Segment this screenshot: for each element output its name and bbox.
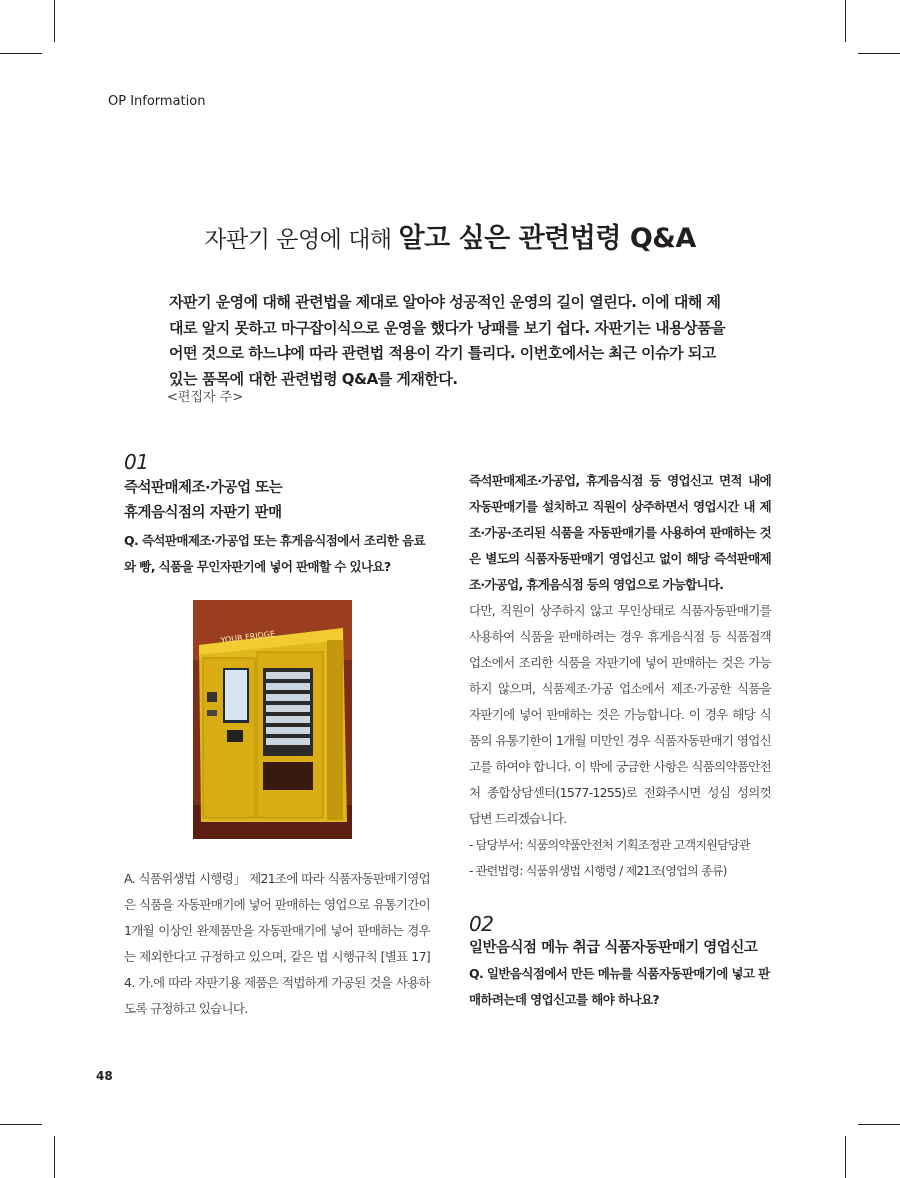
title-light: 자판기 운영에 대해 [204,227,399,253]
crop-mark [858,1124,900,1125]
section-label: OP Information [108,94,206,109]
crop-mark [845,1136,846,1178]
vending-machine-photo [193,600,352,839]
crop-mark [0,53,42,54]
crop-mark [54,0,55,42]
left-column [124,450,430,580]
qa1-department: - 담당부서: 식품의약품안전처 기획조정관 고객지원담당관 [469,838,750,852]
photo-sign: YOUR FRIDGE [220,629,276,645]
crop-mark [858,53,900,54]
qa1-heading-line1: 즉석판매제조·가공업 또는 [124,480,283,496]
qa2-heading: 일반음식점 메뉴 취급 식품자동판매기 영업신고 [469,940,758,956]
page-title [0,216,900,255]
page-number: 48 [96,1069,113,1083]
qa1-answer: A. 식품위생법 시행령」 제21조에 따라 식품자동판매기영업은 식품을 자동판매기에 넣어 판매하는 영업으로 유통기간이 1개월 이상인 완제품만을 자동판매기에 넣어 판매하는 경우는 제외한다고 규정하고 있으며, 같은 법 시행규칙 [별표 17] 4. 가.에 따라 자판기용 제품은 적법하게 가공된 것을 사용하도록 규정하고 있습니다. [124,871,430,1016]
qa1-answer-left [124,866,430,1022]
crop-mark [845,0,846,42]
right-column [469,468,771,1013]
crop-mark [0,1124,42,1125]
qa1-heading-line2: 휴게음식점의 자판기 판매 [124,505,282,521]
qa1-answer-bold: 즉석판매제조·가공업, 휴게음식점 등 영업신고 면적 내에 자동판매기를 설치하고 직원이 상주하면서 영업시간 내 제조·가공·조리된 식품을 자동판매기를 사용하여 판매하는 것은 별도의 식품자동판매기 영업신고 없이 해당 즉석판매제조·가공업, 휴게음식점 등의 영업으로 가능합니다. [469,473,771,592]
qa2-question: Q. 일반음식점에서 만든 메뉴를 식품자동판매기에 넣고 판매하려는데 영업신고를 해야 하나요? [469,966,770,1007]
qa1-related-law: - 관련법령: 식품위생법 시행령 / 제21조(영업의 종류) [469,864,727,878]
intro-paragraph: 자판기 운영에 대해 관련법을 제대로 알아야 성공적인 운영의 길이 열린다. 이에 대해 제대로 알지 못하고 마구잡이식으로 운영을 했다가 낭패를 보기 쉽다. 자판기는 내용상품을 어떤 것으로 하느냐에 따라 관련법 적용이 각기 틀리다. 이번호에서는 최근 이슈가 되고 있는 품목에 대한 관련법령 Q&A를 게재한다. [169,293,726,388]
qa1-answer-continued: 다만, 직원이 상주하지 않고 무인상태로 식품자동판매기를 사용하여 식품을 판매하려는 경우 휴게음식점 등 식품접객업소에서 조리한 식품을 자판기에 넣어 판매하는 것은 가능하지 않으며, 식품제조·가공 업소에서 제조·가공한 식품을 자판기에 넣어 판매하는 것은 가능합니다. 이 경우 해당 식품의 유통기한이 1개월 미만인 경우 식품자동판매기 영업신고를 하여야 합니다. 이 밖에 궁금한 사항은 식품의약품안전처 종합상담센터(1577-1255)로 전화주시면 성심 성의껏 답변 드리겠습니다. [469,603,771,826]
title-bold: 알고 싶은 관련법령 Q&A [398,223,696,254]
qa2-number: 02 [469,912,494,936]
editor-note: <편집자 주> [167,390,244,405]
qa1-question: Q. 즉석판매제조·가공업 또는 휴게음식점에서 조리한 음료와 빵, 식품을 무인자판기에 넣어 판매할 수 있나요? [124,533,426,574]
crop-mark [54,1136,55,1178]
qa1-number: 01 [124,450,149,474]
